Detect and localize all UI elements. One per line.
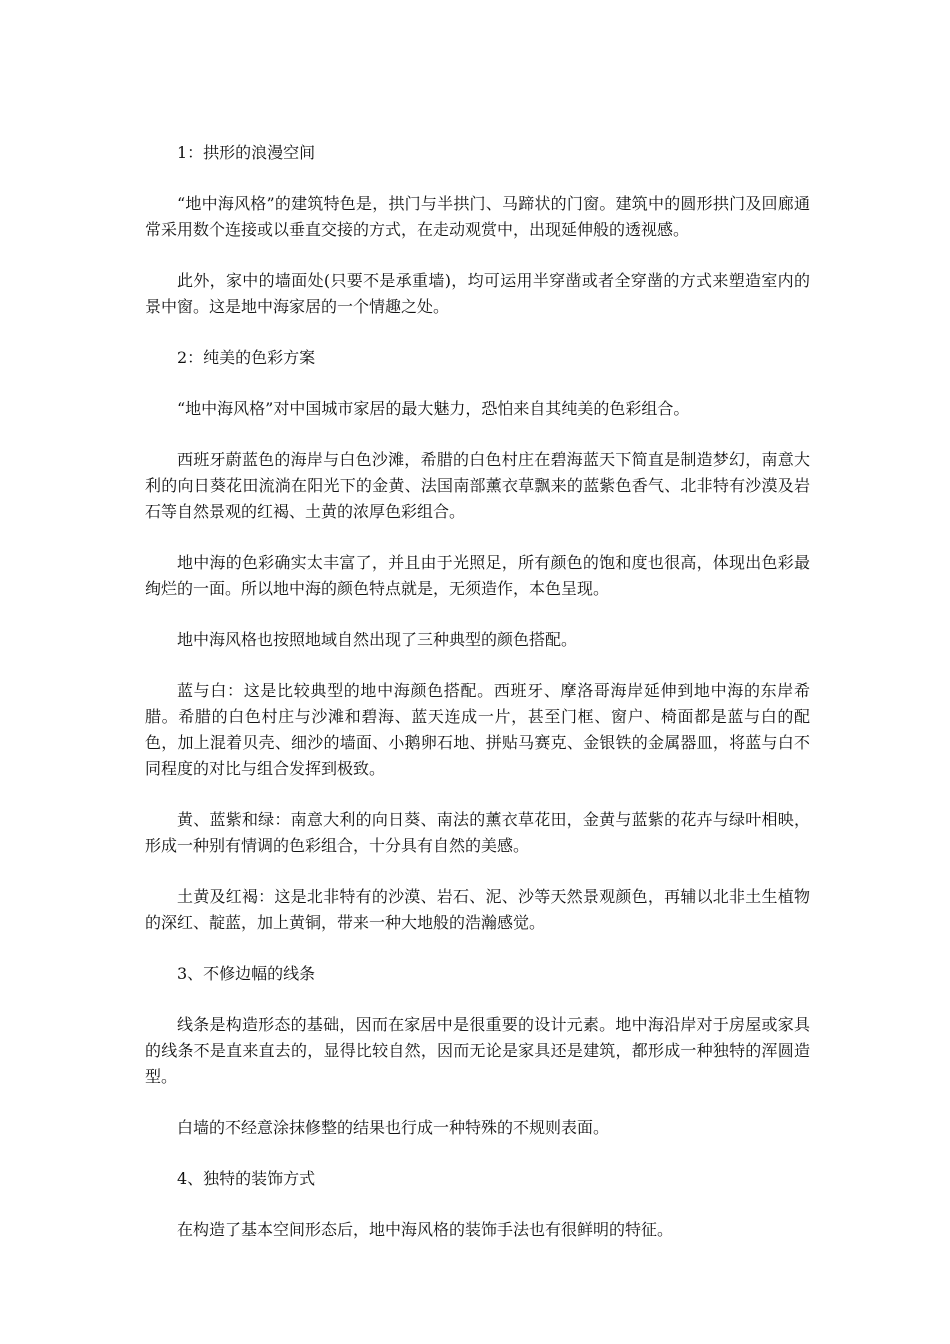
paragraph: “地中海风格”对中国城市家居的最大魅力，恐怕来自其纯美的色彩组合。 <box>177 399 690 418</box>
paragraph: 白墙的不经意涂抹修整的结果也行成一种特殊的不规则表面。 <box>177 1118 610 1137</box>
paragraph: 蓝与白：这是比较典型的地中海颜色搭配。西班牙、摩洛哥海岸延伸到地中海的东岸希腊。希腊的白色村庄与沙滩和碧海、蓝天连成一片，甚至门框、窗户、椅面都是蓝与白的配色，加上混着贝壳、细沙的墙面、小鹅卵石地、拼贴马赛克、金银铁的金属器皿，将蓝与白不同程度的对比与组合发挥到极致。 <box>145 681 810 778</box>
section-heading-2: 2：纯美的色彩方案 <box>177 348 316 367</box>
paragraph: 西班牙蔚蓝色的海岸与白色沙滩，希腊的白色村庄在碧海蓝天下简直是制造梦幻，南意大利的向日葵花田流淌在阳光下的金黄、法国南部薰衣草飘来的蓝紫色香气、北非特有沙漠及岩石等自然景观的红褐、土黄的浓厚色彩组合。 <box>145 450 810 521</box>
paragraph: 地中海风格也按照地域自然出现了三种典型的颜色搭配。 <box>177 630 578 649</box>
section-heading-3: 3、不修边幅的线条 <box>177 964 316 983</box>
section-heading-1: 1：拱形的浪漫空间 <box>177 143 316 162</box>
paragraph: 此外，家中的墙面处(只要不是承重墙)，均可运用半穿凿或者全穿凿的方式来塑造室内的景中窗。这是地中海家居的一个情趣之处。 <box>145 271 810 316</box>
paragraph: 在构造了基本空间形态后，地中海风格的装饰手法也有很鲜明的特征。 <box>177 1220 674 1239</box>
paragraph: 土黄及红褐：这是北非特有的沙漠、岩石、泥、沙等天然景观颜色，再辅以北非土生植物的深红、靛蓝，加上黄铜，带来一种大地般的浩瀚感觉。 <box>145 887 810 932</box>
section-heading-4: 4、独特的装饰方式 <box>177 1169 316 1188</box>
paragraph: 线条是构造形态的基础，因而在家居中是很重要的设计元素。地中海沿岸对于房屋或家具的线条不是直来直去的，显得比较自然，因而无论是家具还是建筑，都形成一种独特的浑圆造型。 <box>145 1015 810 1086</box>
paragraph: 地中海的色彩确实太丰富了，并且由于光照足，所有颜色的饱和度也很高，体现出色彩最绚烂的一面。所以地中海的颜色特点就是，无须造作，本色呈现。 <box>145 553 810 598</box>
paragraph: “地中海风格”的建筑特色是，拱门与半拱门、马蹄状的门窗。建筑中的圆形拱门及回廊通常采用数个连接或以垂直交接的方式，在走动观赏中，出现延伸般的透视感。 <box>145 194 810 239</box>
document-body <box>145 140 810 1268</box>
paragraph: 黄、蓝紫和绿：南意大利的向日葵、南法的薰衣草花田，金黄与蓝紫的花卉与绿叶相映，形成一种别有情调的色彩组合，十分具有自然的美感。 <box>145 810 810 855</box>
